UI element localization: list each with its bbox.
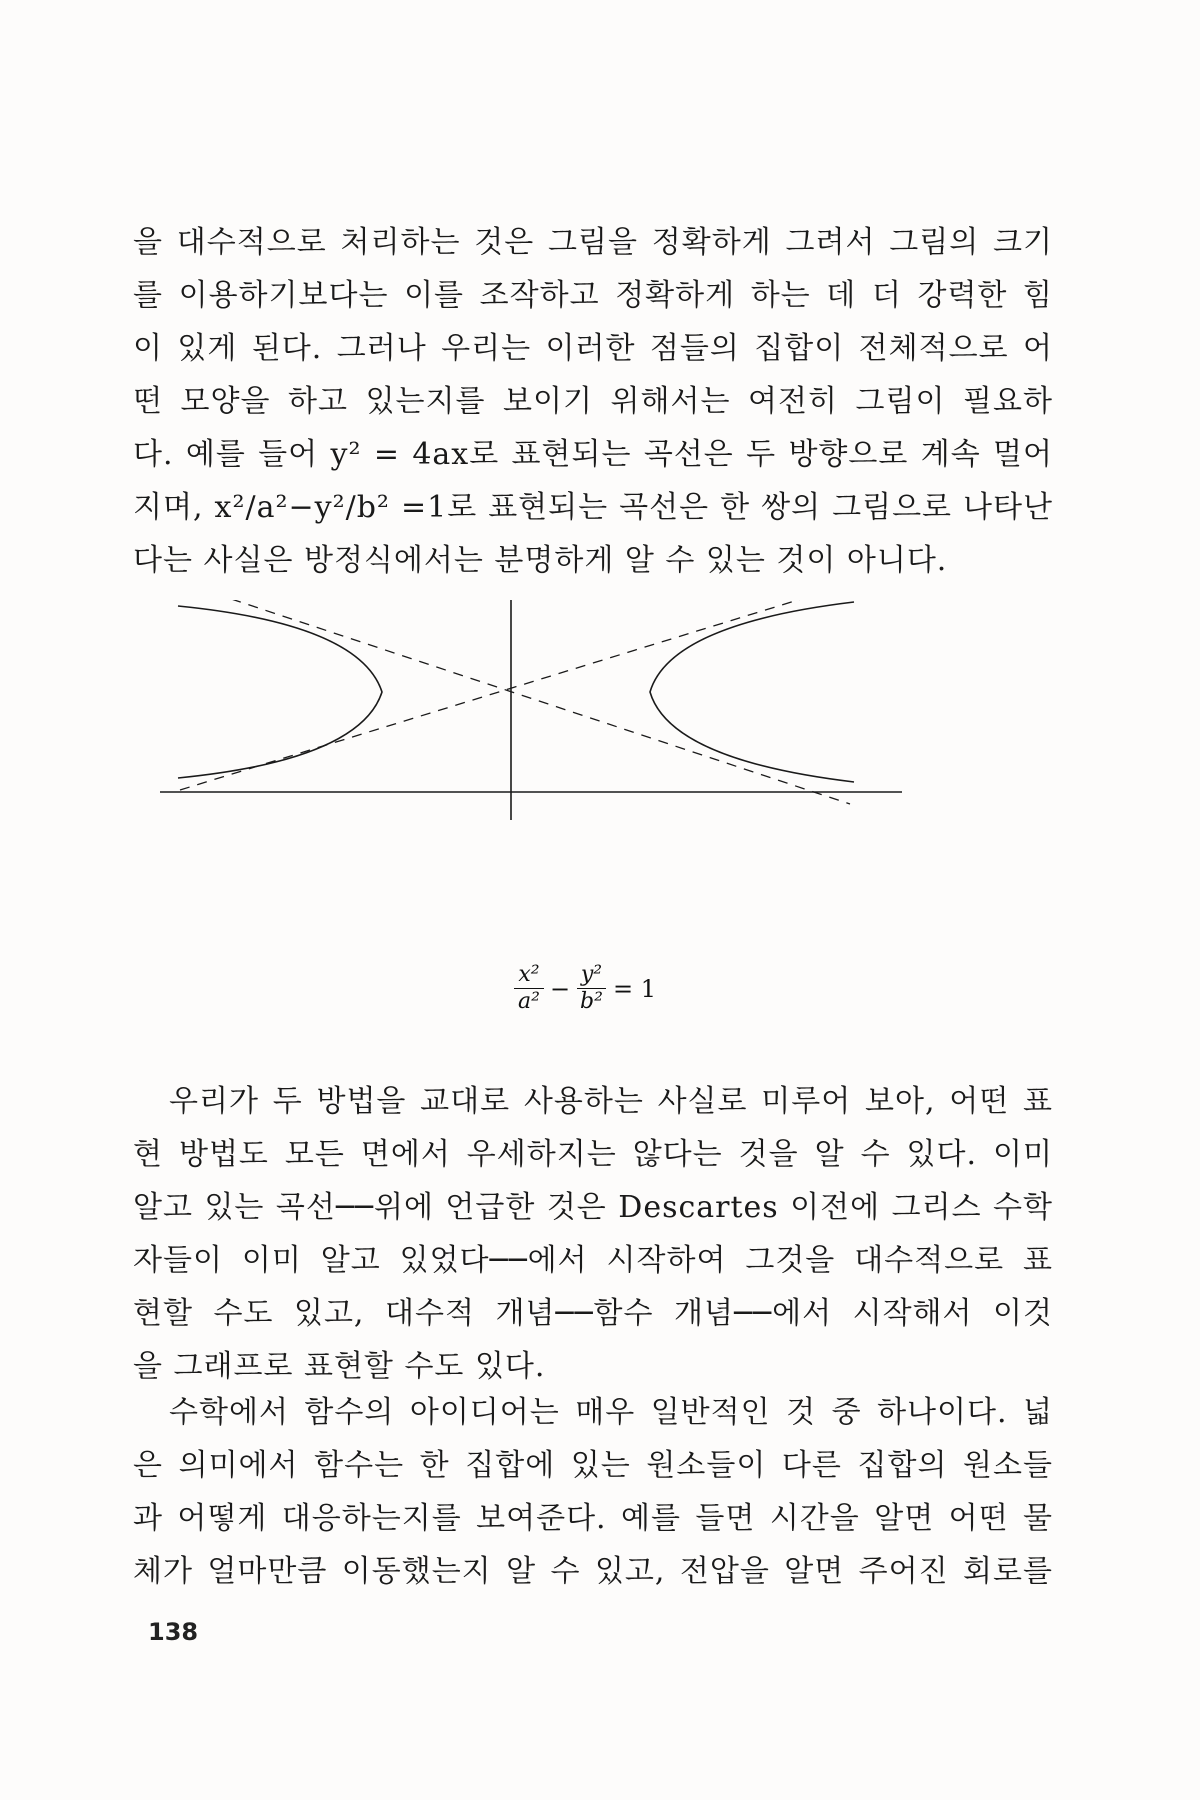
paragraph-2 <box>133 1075 1053 1393</box>
numerator-y: y² <box>577 962 606 989</box>
minus-sign: − <box>549 974 571 1003</box>
paragraph-1 <box>133 216 1053 587</box>
text-line: 다는 사실은 방정식에서는 분명하게 알 수 있는 것이 아니다. <box>133 543 948 578</box>
denominator-b: b² <box>580 989 603 1014</box>
text-line: 현 방법도 모든 면에서 우세하지는 않다는 것을 알 수 있다. 이미 <box>133 1137 1053 1172</box>
page-number: 138 <box>148 1618 199 1646</box>
text-line: 지며, x²/a²−y²/b² =1로 표현되는 곡선은 한 쌍의 그림으로 나타난 <box>133 490 1053 525</box>
text-line: 이 있게 된다. 그러나 우리는 이러한 점들의 집합이 전체적으로 어 <box>133 331 1053 366</box>
text-line: 다. 예를 들어 y² = 4ax로 표현되는 곡선은 두 방향으로 계속 멀어 <box>133 437 1053 472</box>
text-line: 를 이용하기보다는 이를 조작하고 정확하게 하는 데 더 강력한 힘 <box>133 278 1053 313</box>
denominator-a: a² <box>518 989 540 1014</box>
text-line: 우리가 두 방법을 교대로 사용하는 사실로 미루어 보아, 어떤 표 <box>169 1084 1053 1119</box>
text-line: 체가 얼마만큼 이동했는지 알 수 있고, 전압을 알면 주어진 회로를 <box>133 1554 1053 1589</box>
asymptote-1 <box>180 600 850 804</box>
equals-one: = 1 <box>612 974 656 1003</box>
text-line: 을 대수적으로 처리하는 것은 그림을 정확하게 그려서 그림의 크기 <box>133 225 1053 260</box>
hyperbola-right-branch <box>650 602 854 782</box>
numerator-x: x² <box>514 962 543 989</box>
text-line: 알고 있는 곡선──위에 언급한 것은 Descartes 이전에 그리스 수학 <box>133 1190 1053 1225</box>
paragraph-3 <box>133 1386 1053 1598</box>
hyperbola-equation <box>514 962 656 1015</box>
hyperbola-figure <box>160 600 1040 960</box>
text-line: 을 그래프로 표현할 수도 있다. <box>133 1349 546 1384</box>
hyperbola-left-branch <box>178 606 382 778</box>
text-line: 자들이 이미 알고 있었다──에서 시작하여 그것을 대수적으로 표 <box>133 1243 1053 1278</box>
fraction-y <box>576 962 607 1015</box>
fraction-x <box>514 962 544 1015</box>
text-line: 현할 수도 있고, 대수적 개념──함수 개념──에서 시작해서 이것 <box>133 1296 1053 1331</box>
text-line: 떤 모양을 하고 있는지를 보이기 위해서는 여전히 그림이 필요하 <box>133 384 1053 419</box>
text-line: 과 어떻게 대응하는지를 보여준다. 예를 들면 시간을 알면 어떤 물 <box>133 1501 1053 1536</box>
text-line: 은 의미에서 함수는 한 집합에 있는 원소들이 다른 집합의 원소들 <box>133 1448 1053 1483</box>
text-line: 수학에서 함수의 아이디어는 매우 일반적인 것 중 하나이다. 넓 <box>169 1395 1053 1430</box>
